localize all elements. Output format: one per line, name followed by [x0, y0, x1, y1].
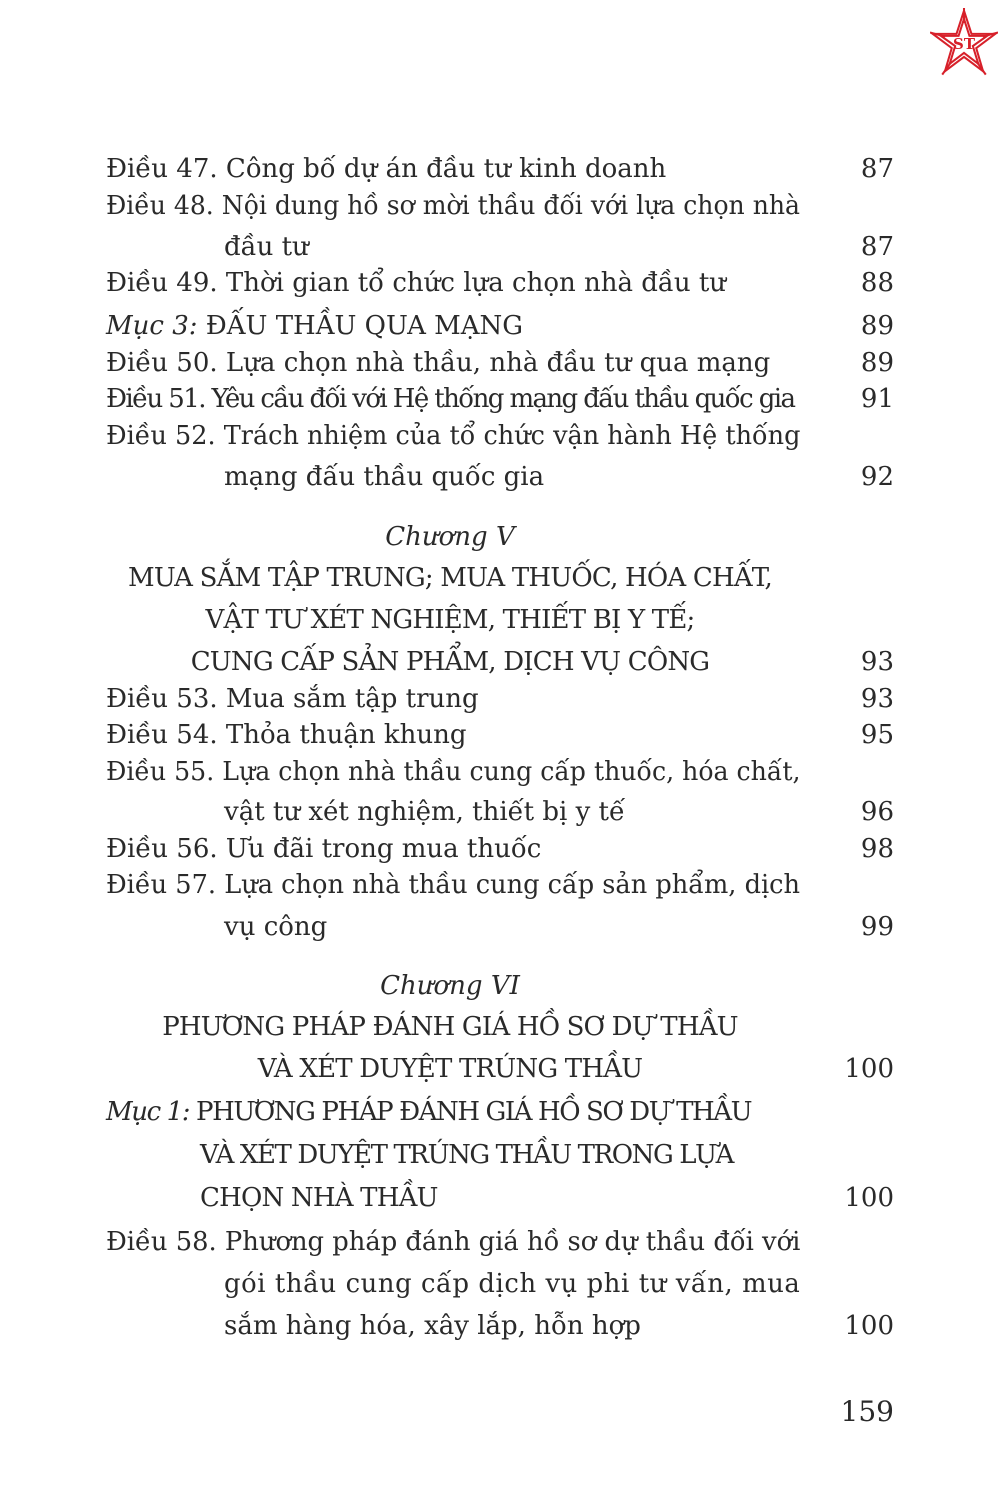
- toc-page: 89: [860, 311, 894, 341]
- toc-entry[interactable]: Điều 54. Thỏa thuận khung: [106, 720, 467, 750]
- toc-section[interactable]: [106, 311, 523, 341]
- toc-entry[interactable]: Điều 55. Lựa chọn nhà thầu cung cấp thuốc, hóa chất,: [106, 757, 801, 787]
- toc-entry[interactable]: Điều 58. Phương pháp đánh giá hồ sơ dự thầu đối với: [106, 1227, 801, 1257]
- publisher-logo-icon: [930, 8, 998, 76]
- toc-page: 87: [860, 154, 894, 184]
- section-title-cont[interactable]: CHỌN NHÀ THẦU: [200, 1183, 438, 1213]
- toc-page: 93: [860, 647, 894, 677]
- chapter-title[interactable]: CUNG CẤP SẢN PHẨM, DỊCH VỤ CÔNG: [190, 647, 710, 677]
- toc-entry-cont[interactable]: sắm hàng hóa, xây lắp, hỗn hợp: [224, 1311, 641, 1341]
- toc-page: 96: [860, 797, 894, 827]
- toc-page: 93: [860, 684, 894, 714]
- page-number: 159: [840, 1395, 894, 1428]
- chapter-title[interactable]: MUA SẮM TẬP TRUNG; MUA THUỐC, HÓA CHẤT,: [128, 563, 772, 593]
- section-label: Mục 3:: [106, 311, 198, 341]
- toc-section[interactable]: [106, 1097, 751, 1127]
- toc-page: 89: [860, 348, 894, 378]
- toc-page: 100: [844, 1054, 894, 1084]
- toc-entry[interactable]: Điều 51. Yêu cầu đối với Hệ thống mạng đấu thầu quốc gia: [106, 384, 795, 414]
- toc-entry-cont[interactable]: đầu tư: [224, 232, 309, 262]
- toc-page: 91: [860, 384, 894, 414]
- section-label: Mục 1:: [106, 1097, 190, 1127]
- toc-page: 95: [860, 720, 894, 750]
- toc-page: 92: [860, 462, 894, 492]
- svg-text:ST: ST: [953, 34, 975, 53]
- toc-entry-cont[interactable]: mạng đấu thầu quốc gia: [224, 462, 545, 492]
- section-title: PHƯƠNG PHÁP ĐÁNH GIÁ HỒ SƠ DỰ THẦU: [195, 1097, 752, 1127]
- chapter-title[interactable]: PHƯƠNG PHÁP ĐÁNH GIÁ HỒ SƠ DỰ THẦU: [162, 1012, 738, 1042]
- toc-page: 98: [860, 834, 894, 864]
- section-title: ĐẤU THẦU QUA MẠNG: [205, 311, 524, 341]
- toc-entry[interactable]: Điều 53. Mua sắm tập trung: [106, 684, 479, 714]
- toc-entry[interactable]: Điều 56. Ưu đãi trong mua thuốc: [106, 834, 542, 864]
- toc-page: 99: [860, 912, 894, 942]
- toc-entry-cont[interactable]: gói thầu cung cấp dịch vụ phi tư vấn, mua: [224, 1269, 801, 1299]
- toc-entry[interactable]: Điều 57. Lựa chọn nhà thầu cung cấp sản phẩm, dịch: [106, 870, 801, 900]
- toc-entry[interactable]: Điều 50. Lựa chọn nhà thầu, nhà đầu tư qua mạng: [106, 348, 771, 378]
- toc-page: 100: [844, 1311, 894, 1341]
- section-title-cont[interactable]: VÀ XÉT DUYỆT TRÚNG THẦU TRONG LỰA: [200, 1140, 734, 1170]
- toc-page: 88: [860, 268, 894, 298]
- toc-entry[interactable]: Điều 49. Thời gian tổ chức lựa chọn nhà đầu tư: [106, 268, 727, 298]
- toc-entry[interactable]: Điều 47. Công bố dự án đầu tư kinh doanh: [106, 154, 667, 184]
- chapter-title[interactable]: VẬT TƯ XÉT NGHIỆM, THIẾT BỊ Y TẾ;: [205, 605, 695, 635]
- toc-entry[interactable]: Điều 52. Trách nhiệm của tổ chức vận hành Hệ thống: [106, 421, 801, 451]
- chapter-label: Chương V: [385, 522, 515, 552]
- toc-page: 100: [844, 1183, 894, 1213]
- chapter-title[interactable]: VÀ XÉT DUYỆT TRÚNG THẦU: [257, 1054, 643, 1084]
- toc-page: 87: [860, 232, 894, 262]
- toc-entry[interactable]: Điều 48. Nội dung hồ sơ mời thầu đối với lựa chọn nhà: [106, 191, 800, 221]
- toc-entry-cont[interactable]: vụ công: [224, 912, 328, 942]
- chapter-label: Chương VI: [380, 971, 520, 1001]
- toc-entry-cont[interactable]: vật tư xét nghiệm, thiết bị y tế: [224, 797, 625, 827]
